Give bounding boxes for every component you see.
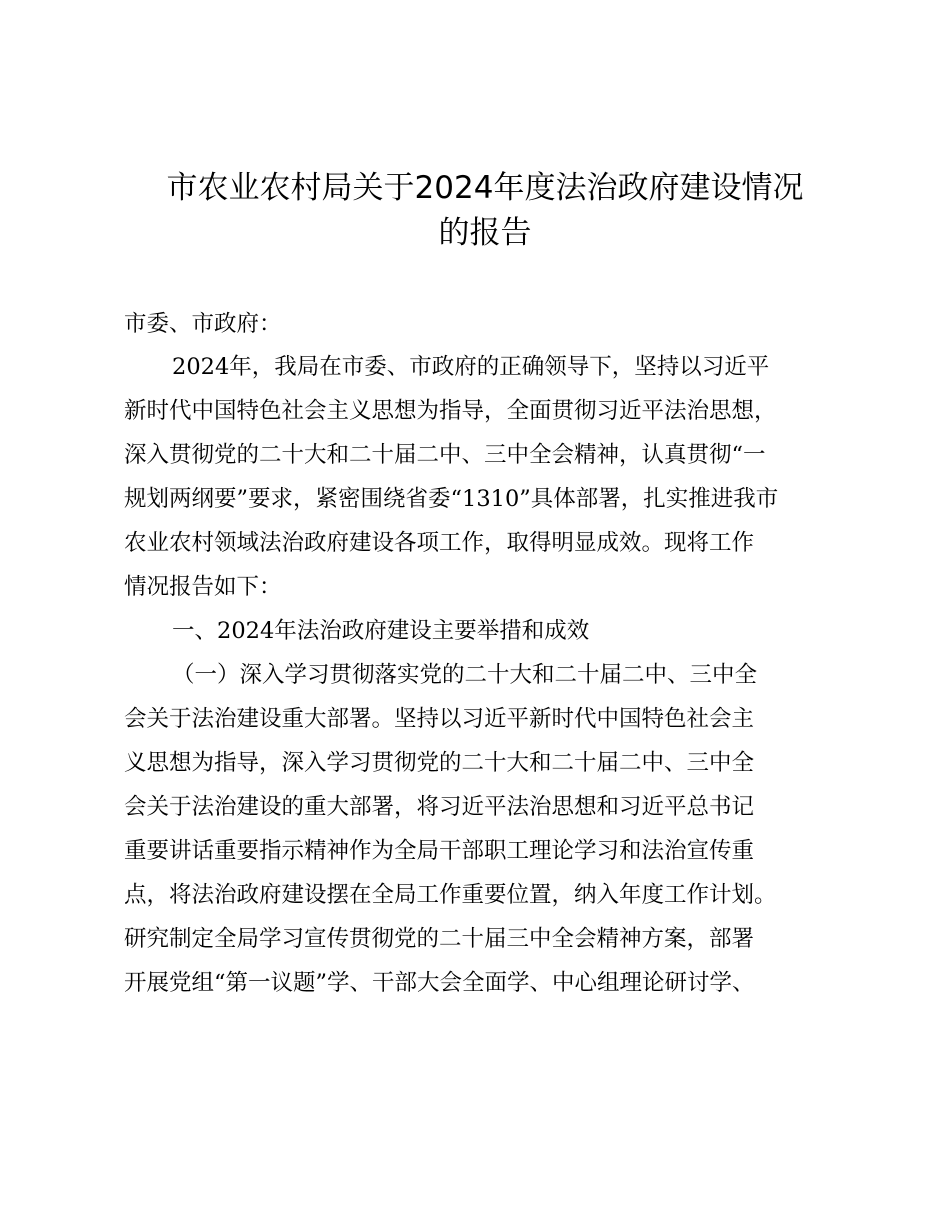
document-title-line-2: 的报告 [438,215,532,251]
document-title-line-1: 市农业农村局关于2024年度法治政府建设情况 [166,170,804,206]
paragraph-line: 重要讲话重要指示精神作为全局干部职工理论学习和法治宣传重 [124,838,755,864]
paragraph-line: 情况报告如下： [124,574,282,600]
paragraph-line: 规划两纲要”要求，紧密围绕省委“1310”具体部署，扎实推进我市 [124,486,779,512]
paragraph-line: 开展党组“第一议题”学、干部大会全面学、中心组理论研讨学、 [124,970,755,996]
paragraph-line: 深入贯彻党的二十大和二十届二中、三中全会精神，认真贯彻“一 [124,442,766,468]
paragraph-line: 研究制定全局学习宣传贯彻党的二十届三中全会精神方案，部署 [124,926,755,952]
paragraph-line: 义思想为指导，深入学习贯彻党的二十大和二十届二中、三中全 [124,750,755,776]
paragraph-line: （一）深入学习贯彻落实党的二十大和二十届二中、三中全 [172,662,758,688]
paragraph-line: 新时代中国特色社会主义思想为指导，全面贯彻习近平法治思想， [124,398,777,424]
paragraph-line: 点，将法治政府建设摆在全局工作重要位置，纳入年度工作计划。 [124,882,777,908]
paragraph-line: 农业农村领域法治政府建设各项工作，取得明显成效。现将工作 [124,530,755,556]
salutation: 市委、市政府： [124,311,282,337]
paragraph-line: 会关于法治建设重大部署。坚持以习近平新时代中国特色社会主 [124,706,755,732]
section-heading: 一、2024年法治政府建设主要举措和成效 [172,618,590,644]
paragraph-line: 2024年，我局在市委、市政府的正确领导下，坚持以习近平 [172,354,770,380]
paragraph-line: 会关于法治建设的重大部署，将习近平法治思想和习近平总书记 [124,794,755,820]
